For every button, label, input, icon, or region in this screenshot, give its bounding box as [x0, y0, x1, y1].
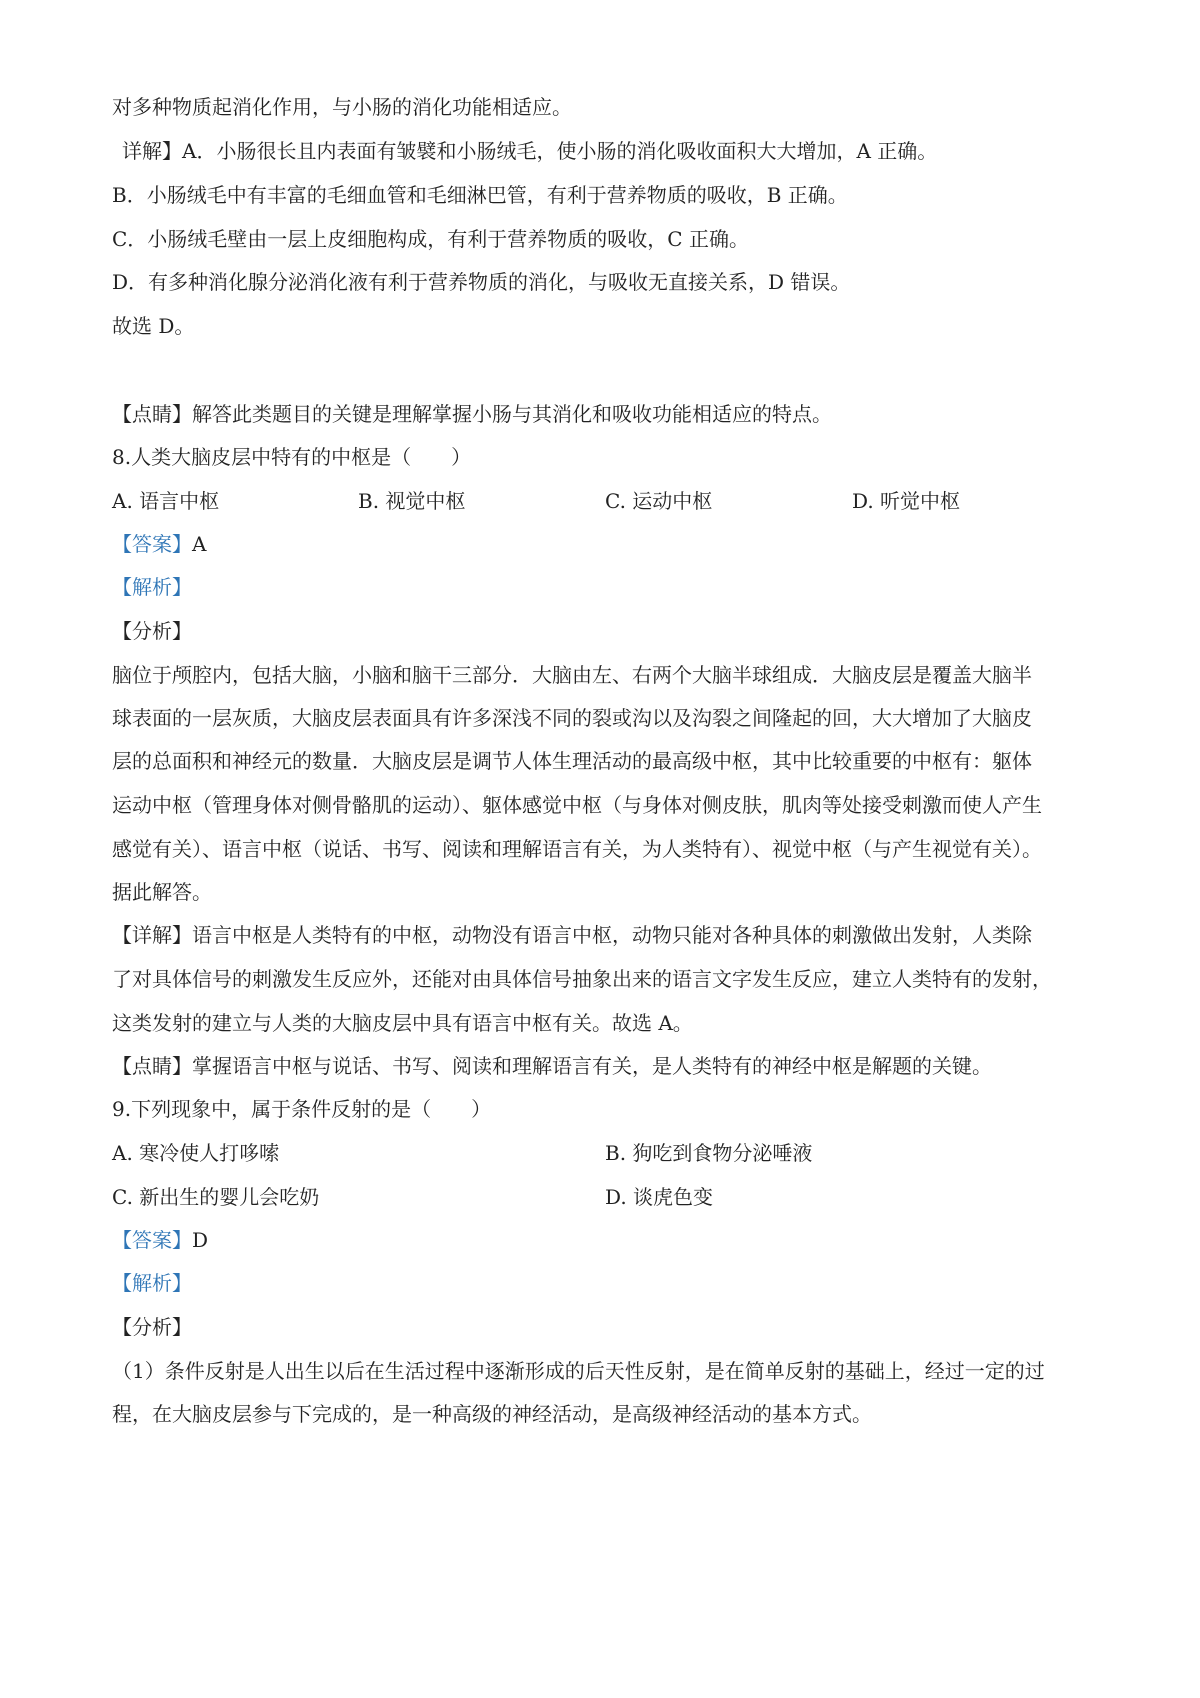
detail-line: 这类发射的建立与人类的大脑皮层中具有语言中枢有关。故选 A。 [112, 1011, 693, 1035]
detail-label: 详解】 [122, 139, 182, 163]
fenxi-line: 感觉有关）、语言中枢（说话、书写、阅读和理解语言有关，为人类特有）、视觉中枢（与产生视觉有关）。 [112, 837, 1042, 861]
detail-line [112, 920, 1032, 950]
analysis-label: 【解析】 [112, 1271, 192, 1295]
option-explanation-d: D．有多种消化腺分泌消化液有利于营养物质的消化，与吸收无直接关系，D 错误。 [112, 270, 851, 294]
answer-label: 【答案】 [112, 1228, 192, 1252]
option-explanation-c: C．小肠绒毛壁由一层上皮细胞构成，有利于营养物质的吸收，C 正确。 [112, 227, 749, 251]
option-c: C. 运动中枢 [605, 489, 713, 513]
option-a: A. 语言中枢 [112, 489, 220, 513]
comment-line [112, 1051, 992, 1081]
fenxi-line: 程，在大脑皮层参与下完成的，是一种高级的神经活动，是高级神经活动的基本方式。 [112, 1402, 872, 1426]
question-stem: 9.下列现象中，属于条件反射的是（ ） [112, 1097, 492, 1121]
answer-value: A [192, 532, 207, 556]
comment-label: 【点睛】 [112, 1054, 192, 1078]
choice-conclusion: 故选 D。 [112, 314, 195, 338]
analysis-label: 【解析】 [112, 575, 192, 599]
fenxi-line: 层的总面积和神经元的数量．大脑皮层是调节人体生理活动的最高级中枢，其中比较重要的中枢有：躯体 [112, 749, 1032, 773]
comment-text: 掌握语言中枢与说话、书写、阅读和理解语言有关，是人类特有的神经中枢是解题的关键。 [192, 1054, 992, 1078]
fenxi-line: 球表面的一层灰质，大脑皮层表面具有许多深浅不同的裂或沟以及沟裂之间隆起的回，大大增加了大脑皮 [112, 706, 1032, 730]
detail-text: 语言中枢是人类特有的中枢，动物没有语言中枢，动物只能对各种具体的刺激做出发射，人类除 [192, 923, 1032, 947]
fenxi-line: 脑位于颅腔内，包括大脑，小脑和脑干三部分．大脑由左、右两个大脑半球组成．大脑皮层是覆盖大脑半 [112, 663, 1032, 687]
option-b: B. 狗吃到食物分泌唾液 [605, 1141, 813, 1165]
fenxi-line: 运动中枢（管理身体对侧骨骼肌的运动）、躯体感觉中枢（与身体对侧皮肤，肌肉等处接受刺激而使人产生 [112, 793, 1042, 817]
detail-label: 【详解】 [112, 923, 192, 947]
answer-line [112, 529, 206, 559]
comment-label: 【点睛】 [112, 402, 192, 426]
detail-line: 了对具体信号的刺激发生反应外，还能对由具体信号抽象出来的语言文字发生反应，建立人类特有的发射， [112, 967, 1052, 991]
comment-line [112, 399, 832, 429]
option-b: B. 视觉中枢 [358, 489, 466, 513]
fenxi-label: 【分析】 [112, 619, 192, 643]
option-explanation-b: B．小肠绒毛中有丰富的毛细血管和毛细淋巴管，有利于营养物质的吸收，B 正确。 [112, 183, 848, 207]
answer-label: 【答案】 [112, 532, 192, 556]
fenxi-line: （1）条件反射是人出生以后在生活过程中逐渐形成的后天性反射，是在简单反射的基础上，经过一定的过 [112, 1359, 1045, 1383]
question-stem: 8.人类大脑皮层中特有的中枢是（ ） [112, 445, 472, 469]
option-a: A. 寒冷使人打哆嗦 [112, 1141, 280, 1165]
detail-line [122, 136, 937, 166]
answer-line [112, 1225, 208, 1255]
option-c: C. 新出生的婴儿会吃奶 [112, 1185, 320, 1209]
option-d: D. 听觉中枢 [852, 489, 961, 513]
answer-value: D [192, 1228, 209, 1252]
comment-text: 解答此类题目的关键是理解掌握小肠与其消化和吸收功能相适应的特点。 [192, 402, 832, 426]
paragraph-line: 对多种物质起消化作用，与小肠的消化功能相适应。 [112, 95, 572, 119]
fenxi-label: 【分析】 [112, 1315, 192, 1339]
option-d: D. 谈虎色变 [605, 1185, 714, 1209]
fenxi-line: 据此解答。 [112, 880, 212, 904]
detail-text: A．小肠很长且内表面有皱襞和小肠绒毛，使小肠的消化吸收面积大大增加，A 正确。 [182, 139, 938, 163]
